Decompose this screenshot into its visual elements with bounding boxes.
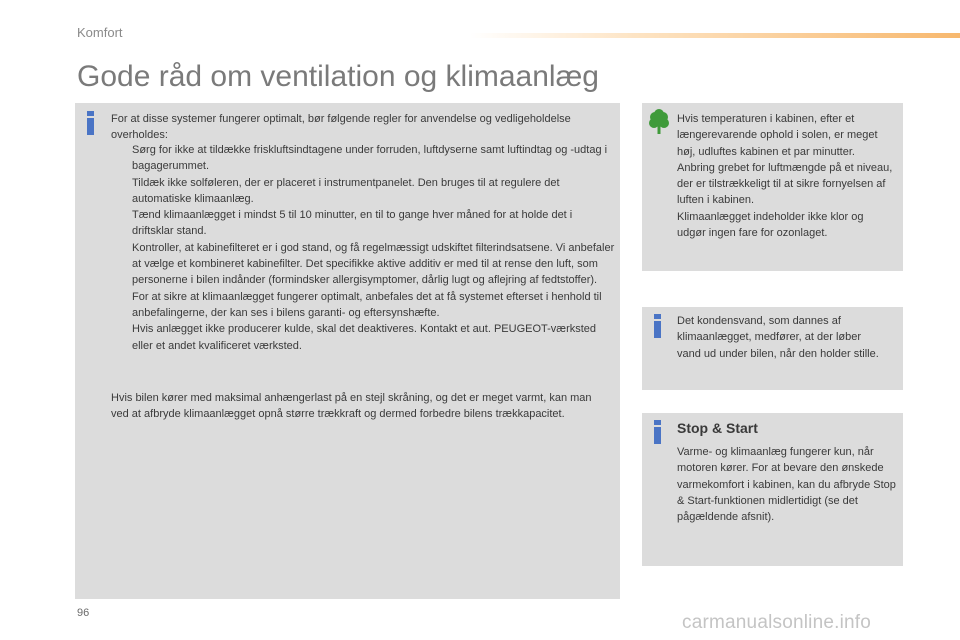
tree-icon	[648, 109, 670, 135]
eco-tip-text	[677, 111, 895, 241]
info-icon	[86, 111, 95, 135]
condensation-text: Det kondensvand, som dannes af klimaanlægget, medfører, at der løber vand ud under bilen, når den holder stille.	[677, 315, 879, 360]
list-item-text: Hvis anlægget ikke producerer kulde, skal det deaktiveres. Kontakt et aut. PEUGEOT-værksted eller et andet kvalificeret værksted.	[132, 323, 597, 352]
main-paragraph: Hvis bilen kører med maksimal anhængerlast på en stejl skråning, og det er meget varmt, kan man ved at afbryde klimaanlægget opnå større trækkraft og dermed forbedre bilens trækkapacitet.	[111, 392, 592, 421]
eco-tip-line-2: Anbring grebet for luftmængde på et niveau, der er tilstrækkeligt til at sikre fornyelsen af luften i kabinen.	[677, 161, 893, 207]
info-icon	[653, 314, 662, 338]
list-item-text: Tænd klimaanlægget i mindst 5 til 10 minutter, en til to gange hver måned for at holde det i driftsklar stand.	[132, 209, 573, 238]
list-item-text: Sørg for ikke at tildække friskluftsindtagene under forruden, luftdyserne samt luftindtag og -udtag i bagagerummet.	[132, 144, 608, 173]
page-title: Gode råd om ventilation og klimaanlæg	[77, 60, 599, 93]
list-item	[111, 240, 616, 289]
list-item	[111, 142, 616, 175]
list-item	[111, 289, 616, 322]
eco-tip-line-1: Hvis temperaturen i kabinen, efter et længerevarende ophold i solen, er meget høj, udluftes kabinen et par minutter.	[677, 113, 878, 158]
page-number: 96	[77, 607, 90, 619]
stop-start-text: Varme- og klimaanlæg fungerer kun, når motoren kører. For at bevare den ønskede varmekomfort i kabinen, kan du afbryde Stop & Start-funktionen midlertidigt (se det pågældende afsnit).	[677, 446, 896, 524]
list-item-text: Tildæk ikke solføleren, der er placeret i instrumentpanelet. Den bruges til at regulere det automatiske klimaanlæg.	[132, 176, 560, 205]
section-label: Komfort	[77, 25, 123, 40]
list-item-text: For at sikre at klimaanlægget fungerer optimalt, anbefales det at få systemet efterset i henhold til anbefalingerne, der kan ses i bilens garanti- og eftersynshæfte.	[132, 290, 602, 319]
list-item	[111, 321, 616, 354]
list-item-text: Kontroller, at kabinefilteret er i god stand, og få regelmæssigt udskiftet filterindsatsene. Vi anbefaler at vælge et kombineret kabinefilter. Det specifikke aktive additiv er med til at rense den luft, som personerne i bilen indånder (formindsker allergisymptomer, dårlig lugt og aflejring af fedtstoffer).	[132, 241, 615, 287]
list-item	[111, 207, 616, 240]
list-item	[111, 175, 616, 208]
watermark: carmanualsonline.info	[682, 612, 872, 633]
main-intro-text: For at disse systemer fungerer optimalt, bør følgende regler for anvendelse og vedligeholdelse overholdes:	[111, 113, 571, 142]
header-accent-bar	[470, 33, 960, 38]
main-bullet-list	[111, 142, 616, 354]
stop-start-title: Stop & Start	[677, 420, 758, 436]
eco-tip-line-3: Klimaanlægget indeholder ikke klor og udgør ingen fare for ozonlaget.	[677, 210, 864, 240]
info-icon	[653, 420, 662, 444]
